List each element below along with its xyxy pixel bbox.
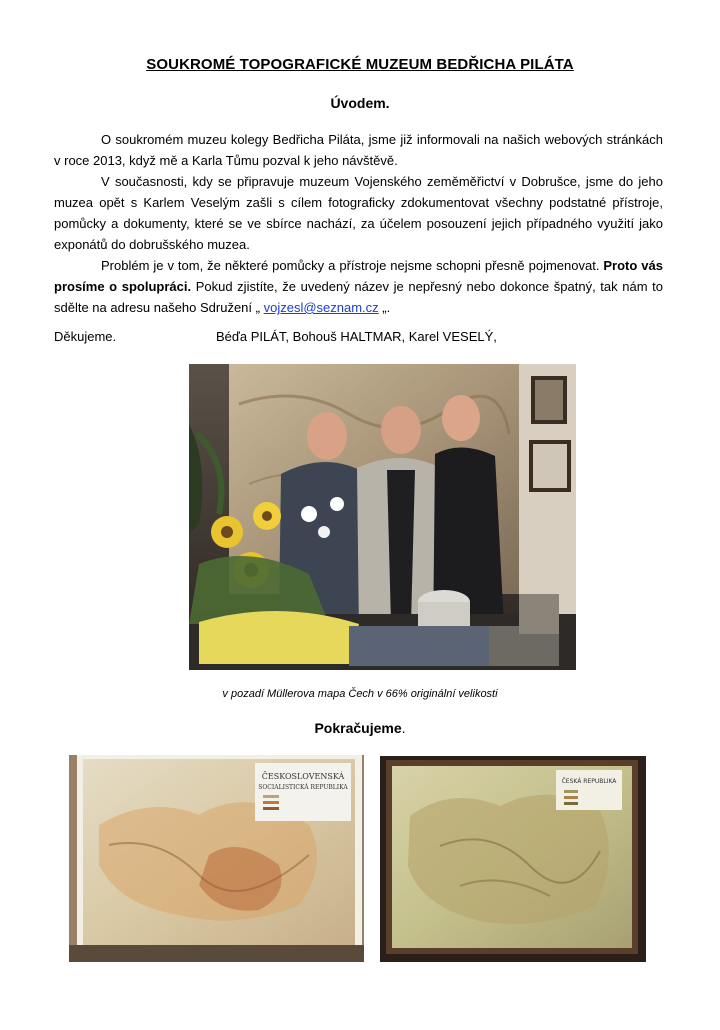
email-link[interactable]: vojzesl@seznam.cz	[263, 300, 379, 315]
relief-map-photo-left	[69, 755, 364, 962]
continue-dot: .	[401, 720, 406, 736]
museum-photo	[189, 364, 576, 670]
map-label-left-line2: SOCIALISTICKÁ REPUBLIKA	[258, 784, 348, 791]
section-heading-continue	[0, 720, 720, 736]
paragraph-3-middle: Pokud zjistíte, že uvedený název je nepřesný nebo dokonce špatný, tak nám to sdělte na adresu našeho Sdružení „	[54, 279, 663, 315]
paragraph-2: V současnosti, kdy se připravuje muzeum Vojenského zeměměřictví v Dobrušce, jsme do jeho muzea opět s Karlem Veselým zašli s cílem fotograficky zdokumentovat všechny podstatné přístroje, pomůcky a dokumenty, které se ve sbírce nachází, za účelem posouzení jejich případného využití jako exponátů do dobrušského muzea.	[54, 174, 663, 252]
paragraph-1: O soukromém muzeu kolegy Bedřicha Piláta, jsme již informovali na našich webových stránkách v roce 2013, když mě a Karla Tůmu pozval k jeho návštěvě.	[54, 132, 663, 168]
thanks-label: Děkujeme.	[54, 329, 117, 344]
paragraph-3-start: Problém je v tom, že některé pomůcky a přístroje nejsme schopni přesně pojmenovat.	[101, 258, 604, 273]
cooperation-request: Proto vás prosíme o spolupráci.	[54, 258, 663, 294]
thanks-line	[54, 329, 663, 344]
map-label-right: ČESKÁ REPUBLIKA	[561, 778, 617, 785]
map-label-left-line1: ČESKOSLOVENSKÁ	[261, 772, 345, 781]
photo-caption: v pozadí Müllerova mapa Čech v 66% originální velikosti	[222, 688, 498, 700]
signatures: Béďa PILÁT, Bohouš HALTMAR, Karel VESELÝ,	[216, 329, 497, 344]
relief-map-photo-right	[380, 756, 646, 962]
continue-label: Pokračujeme	[314, 720, 402, 736]
section-heading-intro: Úvodem.	[330, 95, 390, 111]
paragraph-3	[54, 255, 663, 318]
document-title: SOUKROMÉ TOPOGRAFICKÉ MUZEUM BEDŘICHA PILÁTA	[146, 56, 574, 73]
paragraph-3-end: „.	[378, 300, 391, 315]
intro-text	[54, 129, 663, 318]
